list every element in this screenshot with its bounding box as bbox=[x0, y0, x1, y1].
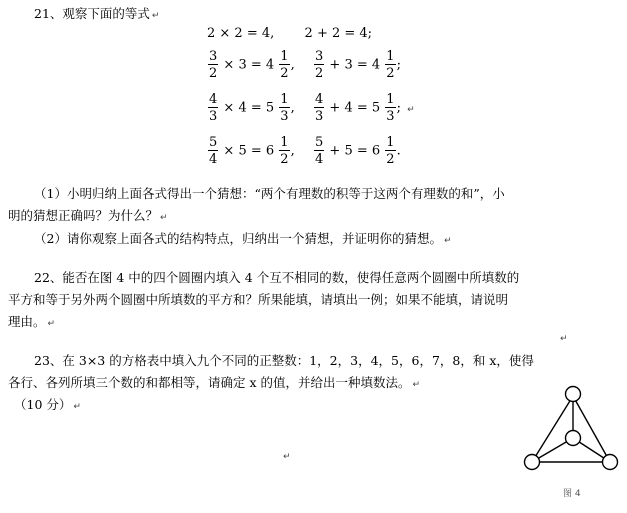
fraction: $\frac{4}{3}$ bbox=[315, 92, 324, 124]
fraction: $\frac{3}{2}$ bbox=[209, 49, 218, 81]
fraction: $\frac{5}{4}$ bbox=[315, 135, 324, 167]
figure-4-caption: 图 4 bbox=[563, 489, 581, 499]
q21-part2: （2）请你观察上面各式的结构特点，归纳出一个猜想，并证明你的猜想。 ↵ bbox=[34, 231, 452, 246]
edge-top-right bbox=[573, 396, 610, 462]
fraction: $\frac{1}{2}$ bbox=[280, 135, 289, 167]
equation-row-1 bbox=[207, 26, 372, 41]
fraction: $\frac{1}{3}$ bbox=[280, 92, 289, 124]
fraction: $\frac{3}{2}$ bbox=[315, 49, 324, 81]
q21-part1-line1: （1）小明归纳上面各式得出一个猜想：“两个有理数的积等于这两个有理数的和”，小 bbox=[34, 186, 505, 201]
circle-top bbox=[566, 387, 581, 402]
equation-1-sum: 2 + 2 = 4; bbox=[304, 26, 373, 41]
return-mark: ↵ bbox=[560, 334, 568, 344]
equation-row-2: $\frac{3}{2}$ × 3 = 4 $\frac{1}{2}$ , $\frac{3}{2}$ + 3 = 4 $\frac{1}{2}$ ; bbox=[209, 49, 401, 81]
fraction: $\frac{5}{4}$ bbox=[209, 135, 218, 167]
q23-score: （10 分） ↵ bbox=[14, 397, 81, 412]
figure-4-diagram bbox=[518, 380, 624, 500]
fraction: $\frac{1}{2}$ bbox=[280, 49, 289, 81]
edge-top-left bbox=[532, 396, 573, 462]
q23-line2: 各行、各列所填三个数的和都相等，请确定 x 的值，并给出一种填数法。 ↵ bbox=[8, 375, 421, 390]
q22-line2: 平方和等于另外两个圆圈中所填数的平方和？所果能填，请填出一例；如果不能填，请说明 bbox=[8, 292, 509, 307]
fraction: $\frac{1}{2}$ bbox=[386, 135, 395, 167]
circle-bottom-left bbox=[525, 455, 540, 470]
fraction: $\frac{1}{2}$ bbox=[386, 49, 395, 81]
equation-1-product: 2 × 2 = 4, bbox=[207, 26, 275, 41]
q22-line3: 理由。 ↵ bbox=[8, 314, 56, 329]
circle-bottom-right bbox=[603, 455, 618, 470]
fraction: $\frac{4}{3}$ bbox=[209, 92, 218, 124]
q21-part1-line2: 明的猜想正确吗？为什么？ ↵ bbox=[8, 208, 168, 223]
q23-line1: 23、在 3×3 的方格表中填入九个不同的正整数：1，2，3，4，5，6，7，8，和 x，使得 bbox=[34, 353, 534, 368]
circle-center bbox=[566, 431, 581, 446]
q21-title: 21、观察下面的等式 ↵ bbox=[34, 6, 160, 21]
equation-row-3: $\frac{4}{3}$ × 4 = 5 $\frac{1}{3}$ , $\frac{4}{3}$ + 4 = 5 $\frac{1}{3}$ ; ↵ bbox=[209, 92, 415, 124]
equation-row-4: $\frac{5}{4}$ × 5 = 6 $\frac{1}{2}$ , $\frac{5}{4}$ + 5 = 6 $\frac{1}{2}$ . bbox=[209, 135, 401, 167]
q22-line1: 22、能否在图 4 中的四个圆圈内填入 4 个互不相同的数，使得任意两个圆圈中所填数的 bbox=[34, 270, 520, 285]
fraction: $\frac{1}{3}$ bbox=[386, 92, 395, 124]
return-mark: ↵ bbox=[283, 452, 291, 462]
